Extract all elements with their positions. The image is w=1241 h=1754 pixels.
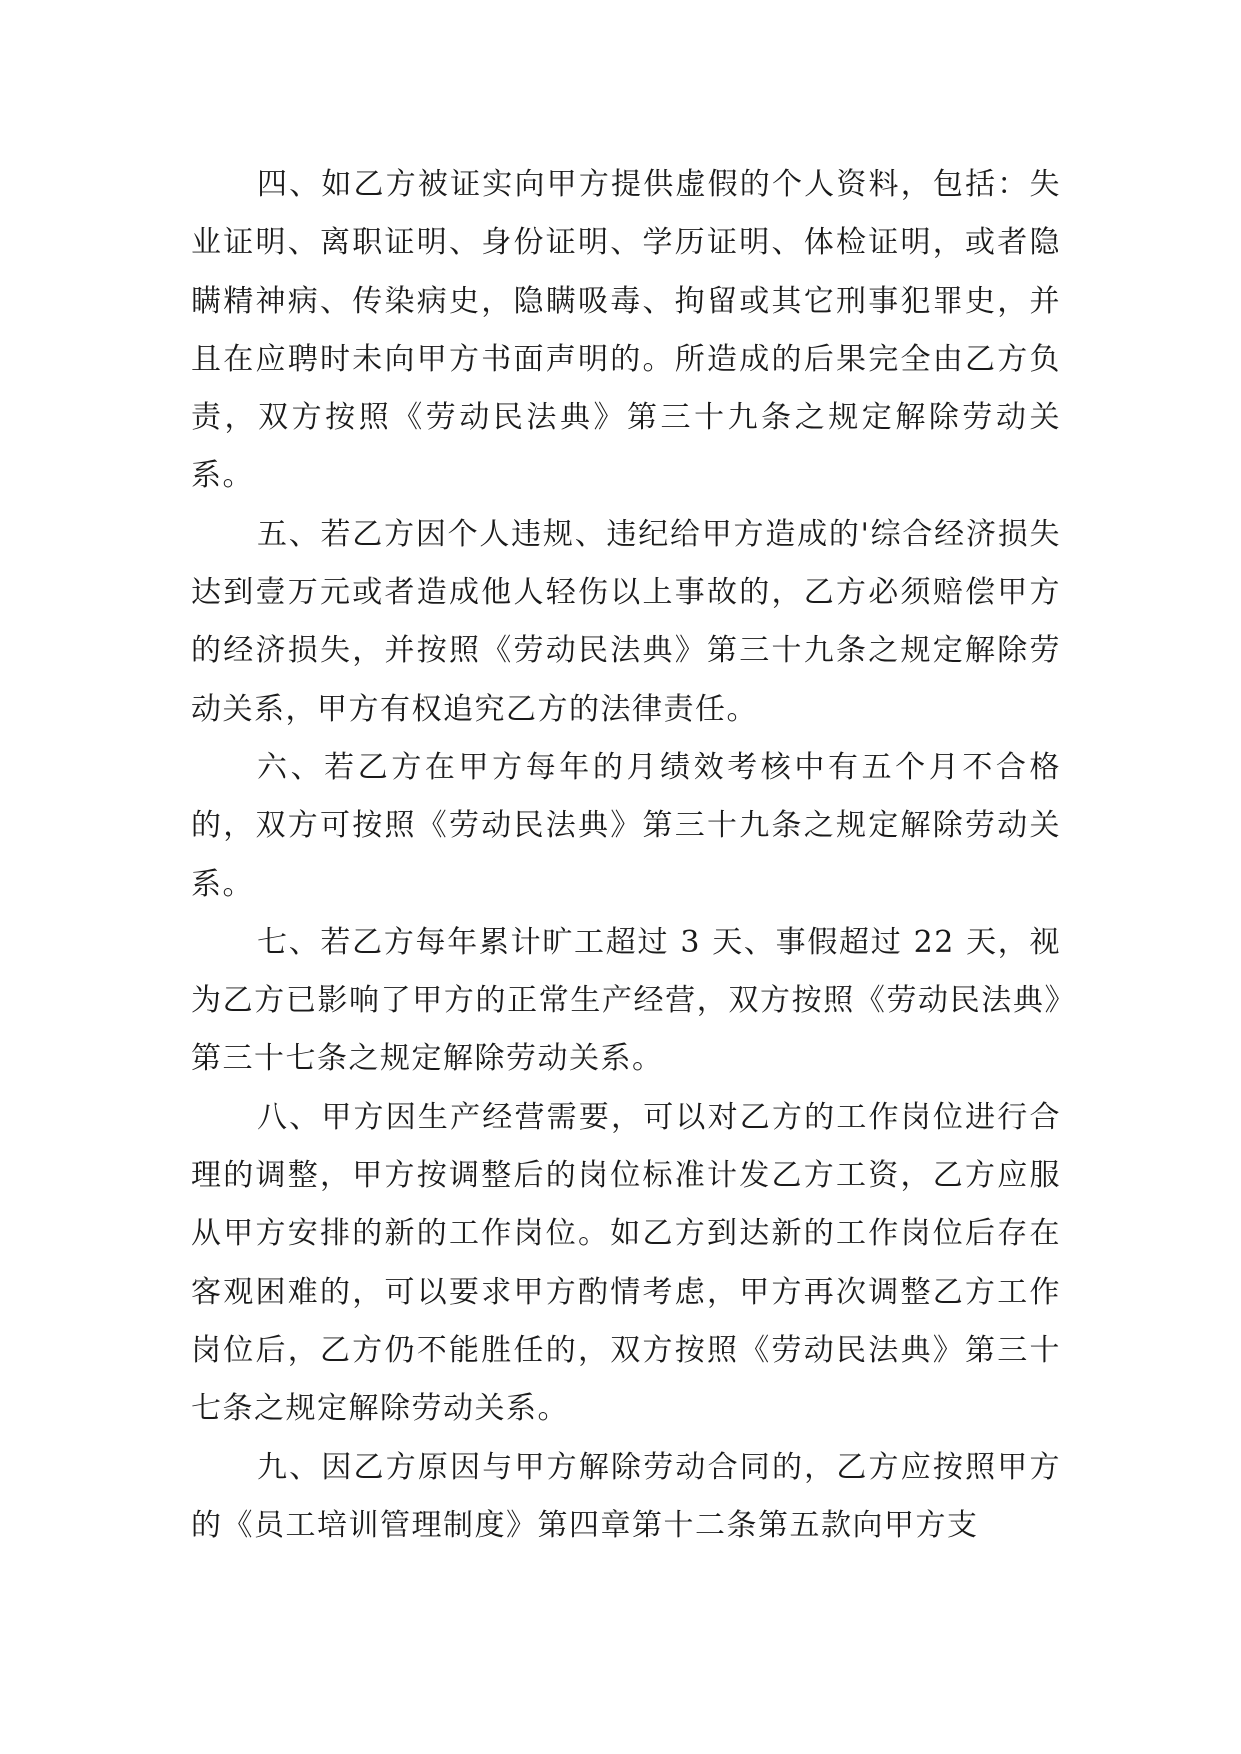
clause-four-paragraph: 四、如乙方被证实向甲方提供虚假的个人资料，包括：失业证明、离职证明、身份证明、学历证明、体检证明，或者隐瞒精神病、传染病史，隐瞒吸毒、拘留或其它刑事犯罪史，并且在应聘时未向甲方书面声明的。所造成的后果完全由乙方负责，双方按照《劳动民法典》第三十九条之规定解除劳动关系。: [191, 167, 1061, 494]
clause-five-paragraph: 五、若乙方因个人违规、违纪给甲方造成的'综合经济损失达到壹万元或者造成他人轻伤以上事故的，乙方必须赔偿甲方的经济损失，并按照《劳动民法典》第三十九条之规定解除劳动关系，甲方有权追究乙方的法律责任。: [191, 516, 1061, 727]
clause-six-paragraph: 六、若乙方在甲方每年的月绩效考核中有五个月不合格的，双方可按照《劳动民法典》第三十九条之规定解除劳动关系。: [191, 749, 1061, 902]
clause-seven-paragraph: 七、若乙方每年累计旷工超过 3 天、事假超过 22 天，视为乙方已影响了甲方的正常生产经营，双方按照《劳动民法典》第三十七条之规定解除劳动关系。: [191, 924, 1061, 1077]
clause-nine-paragraph: 九、因乙方原因与甲方解除劳动合同的，乙方应按照甲方的《员工培训管理制度》第四章第十二条第五款向甲方支: [191, 1449, 1061, 1543]
clause-eight-paragraph: 八、甲方因生产经营需要，可以对乙方的工作岗位进行合理的调整，甲方按调整后的岗位标准计发乙方工资，乙方应服从甲方安排的新的工作岗位。如乙方到达新的工作岗位后存在客观困难的，可以要求甲方酌情考虑，甲方再次调整乙方工作岗位后，乙方仍不能胜任的，双方按照《劳动民法典》第三十七条之规定解除劳动关系。: [191, 1099, 1061, 1427]
document-body: [191, 156, 1061, 1555]
